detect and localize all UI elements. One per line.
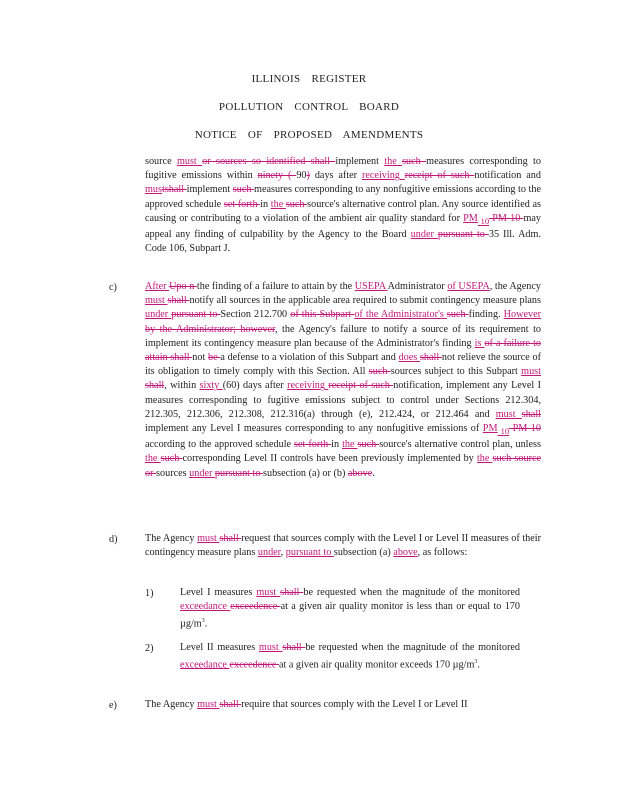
text-run: not relieve the source of its obligation to timely comply with this Section. All <box>145 352 541 378</box>
inserted-text: the <box>342 439 358 451</box>
text-run: implement <box>335 156 385 167</box>
inserted-text: the <box>145 453 161 465</box>
inserted-text: mus <box>145 184 162 196</box>
text-run: , within <box>164 380 200 392</box>
deleted-text: such <box>446 309 469 321</box>
text-run: notify all sources in the applicable area required to submit contingency measure plans <box>189 295 541 307</box>
text-run: (60) days after <box>222 380 288 392</box>
item-2-text <box>180 641 520 672</box>
deleted-text: PM 10 <box>489 212 524 224</box>
deleted-text: PM 10 <box>509 423 541 435</box>
inserted-text: However <box>503 309 541 321</box>
deleted-text: such <box>368 366 391 378</box>
text-run: finding. <box>468 309 504 321</box>
text-run: The Agency <box>145 699 198 710</box>
deleted-text: shall <box>282 642 306 653</box>
text-run: , the Agency <box>489 281 542 292</box>
deleted-text: shall <box>145 380 165 392</box>
text-run: be requested when the magnitude of the monitored <box>303 587 520 598</box>
deleted-text: of a failure to attain shall <box>145 337 541 364</box>
text-run: Level I measures <box>180 587 257 598</box>
inserted-text: must <box>258 642 283 653</box>
inserted-text: the <box>384 156 403 167</box>
text-run: , the Agency's failure to notify a source of its requirement to implement its contingency measure plan because of the Administrator's finding <box>145 323 541 349</box>
deleted-text: receipt of such <box>404 170 475 182</box>
deleted-text: shall <box>219 699 242 710</box>
deleted-text: be <box>208 352 221 364</box>
text-run: in <box>331 439 343 451</box>
deleted-text: pursuant to <box>437 229 489 241</box>
deleted-text: ) <box>306 170 310 182</box>
deleted-text: shall <box>219 533 242 544</box>
inserted-text: After <box>145 281 170 292</box>
text-run: not <box>192 352 209 364</box>
text-run: be requested when the magnitude of the monitored <box>305 642 520 653</box>
deleted-text: such <box>357 439 380 451</box>
deleted-text: t <box>161 184 165 196</box>
inserted-text: must <box>176 156 203 167</box>
text-run: notification and <box>474 170 541 182</box>
text-run: request that sources comply with the Level I or Level II measures of their contingency measure plans <box>145 533 541 559</box>
text-run: the finding of a failure to attain by the <box>196 281 355 292</box>
text-run: subsection (a) <box>333 547 394 559</box>
deleted-text: or sources so identified shall <box>202 156 336 167</box>
inserted-text: under <box>257 547 281 559</box>
deleted-text: such <box>160 453 183 465</box>
subsection-c-text <box>145 280 541 481</box>
inserted-text: must <box>521 366 541 378</box>
text-run: , <box>280 547 286 559</box>
text-run: 35 Ill. Adm. Code 106, Subpart J. <box>145 229 542 255</box>
text-run: Level II measures <box>180 642 259 653</box>
text-run: notification, implement any Level I measures corresponding to fugitive emissions subject to control under Sections 212.304, 212.305, 212.306, 212.308, 212.316(a) through (e), 212.424, or 212.464 and <box>145 380 541 420</box>
inserted-text: under <box>189 467 215 479</box>
text-run: at a given air quality monitor is less than or equal to 170 µg/m <box>180 601 520 630</box>
text-run: . <box>204 618 208 630</box>
inserted-text: pursuant to <box>285 547 334 559</box>
deleted-text: exceedence <box>229 659 279 671</box>
deleted-text: shall <box>280 587 304 598</box>
text-run: measures corresponding to fugitive emissions within <box>145 156 541 182</box>
inserted-text: PM <box>463 212 478 224</box>
text-run: sources <box>156 467 190 479</box>
deleted-text: above <box>347 467 373 479</box>
deleted-text: shall <box>521 408 541 420</box>
text-run: may appeal any finding of culpability by the Agency to the Board <box>145 212 542 241</box>
deleted-text: ninety ( <box>257 170 297 182</box>
register-title: ILLINOIS REGISTER <box>251 73 367 85</box>
text-run: . <box>477 659 480 671</box>
inserted-text: of the Administrator's <box>354 309 447 321</box>
inserted-text: must <box>256 587 281 598</box>
text-run: in <box>260 198 271 210</box>
text-run: implement any Level I measures corresponding to any nonfugitive emissions of <box>145 423 483 435</box>
deleted-text: such <box>285 198 308 210</box>
text-run: , as follows: <box>417 547 468 559</box>
item-2-marker: 2) <box>145 643 154 654</box>
text-run: a defense to a violation of this Subpart and <box>220 352 399 364</box>
inserted-text: of USEPA <box>447 281 490 292</box>
deleted-text: set forth <box>294 439 332 451</box>
inserted-text: must <box>197 699 220 710</box>
text-run: source's alternative control plan. Any source identified as causing or contributing to a violation of the ambient air quality standard for <box>145 198 541 224</box>
deleted-text: exceedence <box>230 601 281 612</box>
inserted-text: above <box>393 547 418 559</box>
text-run: sources subject to this Subpart <box>390 366 522 378</box>
inserted-text: 10 <box>497 426 510 437</box>
inserted-text: is <box>474 337 485 349</box>
text-run: 3 <box>201 618 205 624</box>
deleted-text: such source or <box>145 453 542 479</box>
subsection-d-text <box>145 532 541 560</box>
deleted-text: such <box>232 184 255 196</box>
inserted-text: receiving <box>361 170 405 182</box>
notice-title: NOTICE OF PROPOSED AMENDMENTS <box>194 129 424 141</box>
subsection-e-marker: e) <box>109 700 117 711</box>
deleted-text: set forth <box>223 198 261 210</box>
deleted-text: shall <box>164 184 187 196</box>
text-run: Section 212.700 <box>220 309 291 321</box>
inserted-text: USEPA <box>354 281 388 292</box>
inserted-text: sixty <box>199 380 223 392</box>
text-run: 3 <box>474 659 478 665</box>
inserted-text: does <box>398 352 420 364</box>
subsection-e-text <box>145 698 541 712</box>
text-run: require that sources comply with the Level I or Level II <box>241 699 468 710</box>
inserted-text: under <box>410 229 438 241</box>
inserted-text: the <box>476 453 493 465</box>
deleted-text: of this Subpart <box>290 309 355 321</box>
text-run: at a given air quality monitor exceeds 170 µg/m <box>278 659 475 671</box>
inserted-text: the <box>270 198 286 210</box>
deleted-text: shall <box>167 295 190 307</box>
deleted-text: shall <box>419 352 442 364</box>
deleted-text: pursuant to <box>171 309 221 321</box>
inserted-text: receiving <box>287 380 329 392</box>
subsection-c-marker: c) <box>109 282 117 293</box>
deleted-text: Upo n <box>169 281 197 292</box>
text-run: implement <box>186 184 233 196</box>
inserted-text: under <box>145 309 172 321</box>
inserted-text: exceedance <box>180 659 230 671</box>
subsection-d-marker: d) <box>109 534 118 545</box>
inserted-text: 10 <box>477 215 490 226</box>
board-title: POLLUTION CONTROL BOARD <box>218 101 400 113</box>
inserted-text: must <box>495 408 522 420</box>
inserted-text: must <box>145 295 168 307</box>
inserted-text: must <box>197 533 220 544</box>
text-run: corresponding Level II controls have been previously implemented by <box>182 453 477 465</box>
inserted-text: PM <box>482 423 498 435</box>
inserted-text: exceedance <box>180 601 231 612</box>
text-run: . <box>372 467 375 479</box>
paragraph-continuation <box>145 155 541 256</box>
deleted-text: such <box>402 156 427 167</box>
text-run: Administrator <box>387 281 448 292</box>
text-run: days after <box>309 170 362 182</box>
text-run: The Agency <box>145 533 198 544</box>
text-run: 90 <box>296 170 307 182</box>
text-run: measures corresponding to any nonfugitive emissions according to the approved schedule <box>145 184 541 210</box>
deleted-text: receipt of such <box>328 380 394 392</box>
item-1-text <box>180 586 520 631</box>
deleted-text: by the Administrator; however <box>145 323 276 335</box>
text-run: according to the approved schedule <box>145 439 295 451</box>
deleted-text: pursuant to <box>214 467 264 479</box>
text-run: source's alternative control plan, unless <box>379 439 541 451</box>
item-1-marker: 1) <box>145 588 154 599</box>
text-run: subsection (a) or (b) <box>263 467 348 479</box>
text-run: source <box>145 156 177 167</box>
